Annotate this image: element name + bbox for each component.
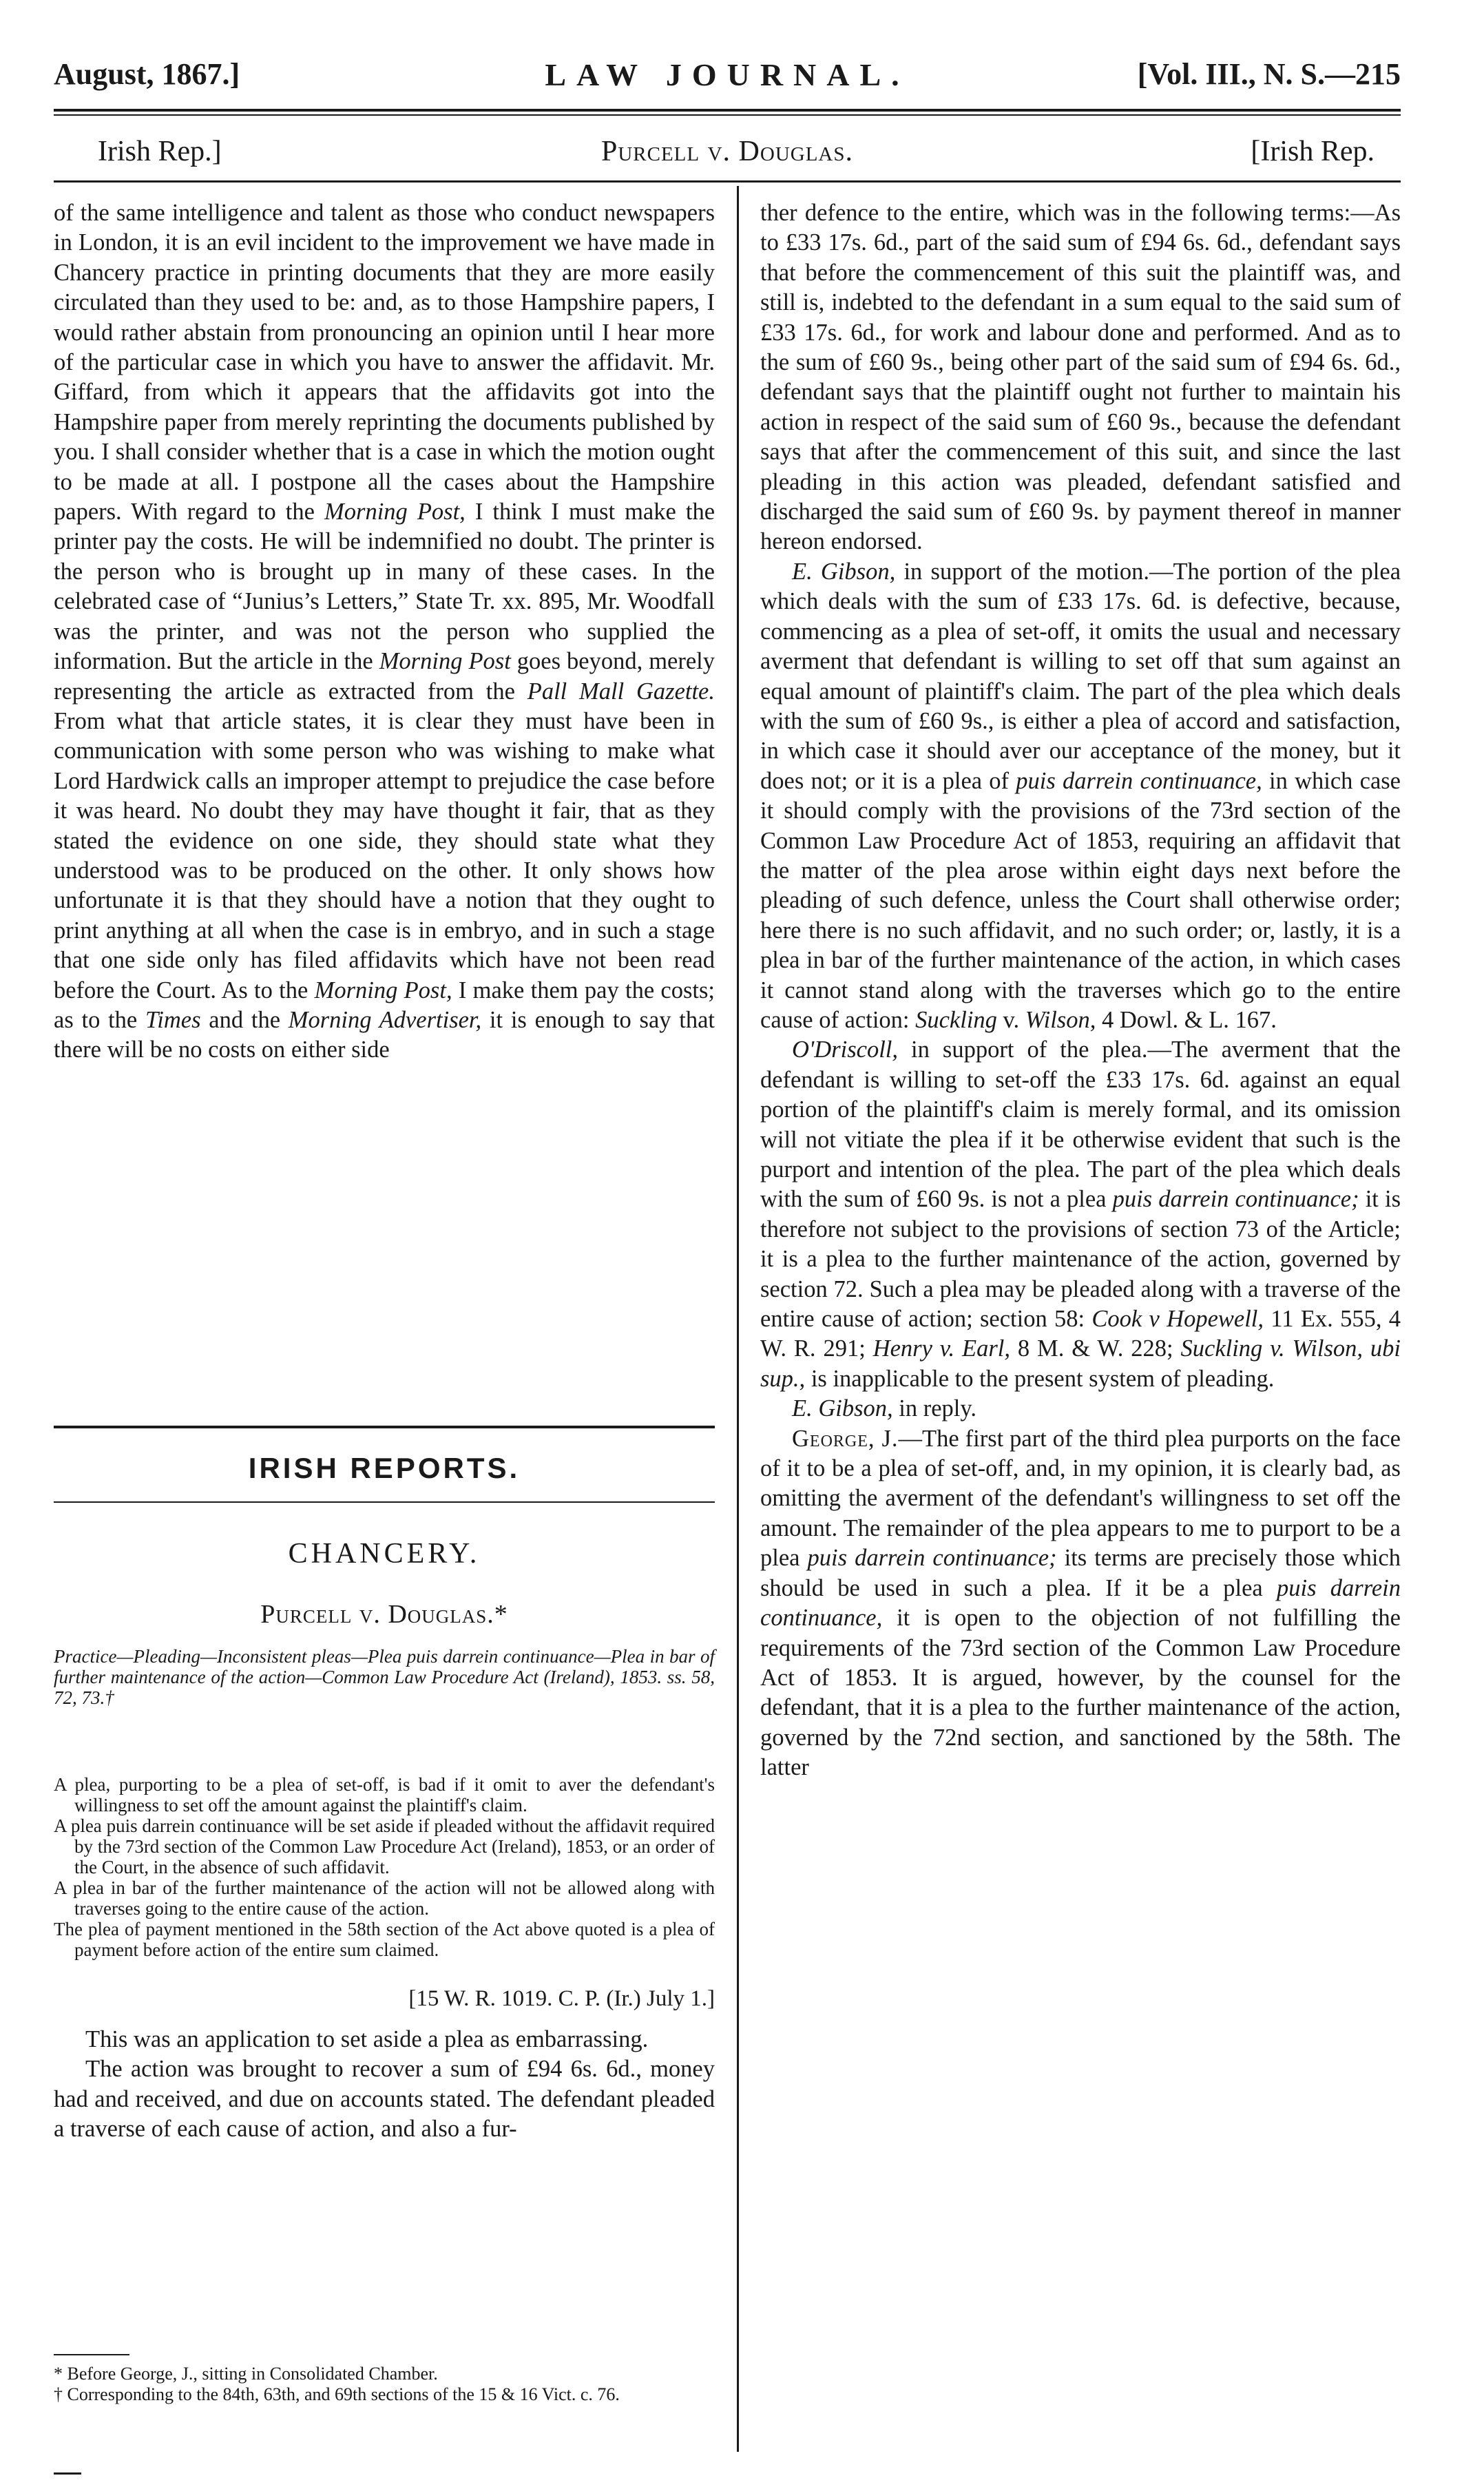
case-title: Purcell v. Douglas.* <box>260 1600 508 1629</box>
argument-gibson: E. Gibson, in support of the motion.—The portion of the plea which deals with the sum of £33 17s. 6d. is defective, because, commencing as a plea of set-off, it omits the usual and necessary averment that defendant is willing to set off that sum against an equal amount of plaintiff's claim. The part of the plea which deals with the sum of £60 9s., is either a plea of accord and satisfaction, in which case it should aver our acceptance of the money, but it does not; or it is a plea of puis darrein continuance, in which case it should comply with the provisions of the 73rd section of the Common Law Procedure Act of 1853, requiring an affidavit that the matter of the plea arose within eight days next before the pleading of such defence, unless the Court shall otherwise order; here there is no such affidavit, and no such order; or, lastly, it is a plea in bar of the further maintenance of the action, in which cases it cannot stand along with the traverses which go to the entire cause of action: Suckling v. Wilson, 4 Dowl. & L. 167. <box>760 558 1401 1033</box>
reply: E. Gibson, in reply. <box>792 1395 976 1422</box>
report-citation: [15 W. R. 1019. C. P. (Ir.) July 1.] <box>408 1986 715 2011</box>
headnote: A plea in bar of the further maintenance of the action will not be allowed along with traverses going to the entire cause of the action. <box>54 1877 715 1919</box>
headnote: The plea of payment mentioned in the 58th section of the Act above quoted is a plea of payment before action of the entire sum claimed. <box>54 1919 715 1960</box>
section-rule <box>54 1426 715 1428</box>
section-rule-lower <box>54 1501 715 1503</box>
court-heading: CHANCERY. <box>288 1538 481 1570</box>
case-header <box>54 135 1401 176</box>
page-corner-mark <box>54 2472 81 2475</box>
footnote: * Before George, J., sitting in Consolidated Chamber. <box>54 2364 438 2384</box>
footnotes <box>54 2364 715 2405</box>
headnotes <box>54 1774 715 1960</box>
header-rule <box>54 109 1401 112</box>
journal-title: LAW JOURNAL. <box>545 57 910 92</box>
section-title: IRISH REPORTS. <box>248 1452 521 1484</box>
judgment-continuation: of the same intelligence and talent as those who conduct newspapers in London, it is an evil incident to the improvement we have made in Chancery practice in printing documents that they are more easily circulated than they used to be: and, as to those Hampshire papers, I would rather abstain from pronouncing an opinion until I hear more of the particular case in which you have to answer the affidavit. Mr. Giffard, from which it appears that the affidavits got into the Hampshire paper from merely reprinting the documents published by you. I shall consider whether that is a case in which the motion ought to be made at all. I postpone all the cases about the Hampshire papers. With regard to the Morning Post, I think I must make the printer pay the costs. He will be indemnified no doubt. The printer is the person who is brought up in many of these cases. In the celebrated case of “Junius’s Letters,” State Tr. xx. 895, Mr. Woodfall was the printer, and was not the person who supplied the information. But the article in the Morning Post goes beyond, merely representing the article as extracted from the Pall Mall Gazette. From what that article states, it is clear they must have been in communication with some person who was wishing to make what Lord Hardwick calls an improper attempt to prejudice the case before it was heard. No doubt they may have thought it fair, that as they stated the evidence on one side, they should state what they understood was to be produced on the other. It only shows how unfortunate it is that they should have a notion that they ought to print anything at all when the case is in embryo, and in such a stage that one side only has filed affidavits which have not been read before the Court. As to the Morning Post, I make them pay the costs; as to the Times and the Morning Advertiser, it is enough to say that there will be no costs on either side <box>54 200 715 1063</box>
catchwords: Practice—Pleading—Inconsistent pleas—Plea puis darrein continuance—Plea in bar of further maintenance of the action—Common Law Procedure Act (Ireland), 1853. ss. 58, 72, 73.† <box>54 1646 715 1708</box>
header-volume: [Vol. III., N. S.—215 <box>1137 57 1401 91</box>
plea-terms: ther defence to the entire, which was in the following terms:—As to £33 17s. 6d., part of the said sum of £94 6s. 6d., defendant says that before the commencement of this suit the plaintiff was, and still is, indebted to the defendant in a sum equal to the said sum of £33 17s. 6d., for work and labour done and performed. And as to the sum of £60 9s., being other part of the said sum of £94 6s. 6d., defendant says that the plaintiff ought not further to maintain his action in respect of the said sum of £60 9s., because the defendant says that after the commencement of this suit, and since the last pleading in this action was pleaded, defendant satisfied and discharged the said sum of £60 9s. by payment thereof in manner hereon endorsed. <box>760 200 1401 555</box>
header-date: August, 1867.] <box>54 57 240 91</box>
running-header <box>54 56 1401 101</box>
headnote: A plea, purporting to be a plea of set-off, is bad if it omit to aver the defendant's willingness to set off the amount against the plaintiff's claim. <box>54 1774 715 1815</box>
headnote: A plea puis darrein continuance will be set aside if pleaded without the affidavit required by the 73rd section of the Common Law Procedure Act (Ireland), 1853, or an order of the Court, in the absence of such affidavit. <box>54 1815 715 1877</box>
column-divider <box>737 186 739 2452</box>
judgment-george: George, J.—The first part of the third plea purports on the face of it to be a plea of set-off, and, in my opinion, it is clearly bad, as omitting the averment of the defendant's willingness to set off the amount. The remainder of the plea appears to me to purport to be a plea puis darrein continuance; its terms are precisely those which should be used in such a plea. If it be a plea puis darrein continuance, it is open to the objection of not fulfilling the requirements of the 73rd section of the Common Law Procedure Act of 1853. It is argued, however, by the counsel for the defendant, that it is a plea to the further maintenance of the action, governed by the 72nd section, and sanctioned by the 58th. The latter <box>760 1425 1401 1781</box>
footnote-rule <box>54 2354 129 2355</box>
header-rule-thin <box>54 114 1401 116</box>
case-short-title: Purcell v. Douglas. <box>600 136 854 167</box>
footnote: † Corresponding to the 84th, 63th, and 69th sections of the 15 & 16 Vict. c. 76. <box>54 2384 620 2404</box>
report-series-right: [Irish Rep. <box>1251 136 1375 167</box>
right-column-text <box>760 198 1401 1783</box>
subheader-rule <box>54 180 1401 183</box>
left-column-text <box>54 198 715 1065</box>
report-series-left: Irish Rep.] <box>98 136 222 167</box>
argument-odriscoll: O'Driscoll, in support of the plea.—The averment that the defendant is willing to set-off the £33 17s. 6d. against an equal portion of the plaintiff's claim is merely formal, and its omission will not vitiate the plea if it be otherwise evident that such is the purport and intention of the plea. The part of the plea which deals with the sum of £60 9s. is not a plea puis darrein continuance; it is therefore not subject to the provisions of section 73 of the Article; it is a plea to the further maintenance of the action, governed by section 72. Such a plea may be pleaded along with a traverse of the entire cause of action; section 58: Cook v Hopewell, 11 Ex. 555, 4 W. R. 291; Henry v. Earl, 8 M. & W. 228; Suckling v. Wilson, ubi sup., is inapplicable to the present system of pleading. <box>760 1037 1401 1392</box>
case-statement: This was an application to set aside a plea as embarrassing. The action was brought to recover a sum of £94 6s. 6d., money had and received, and due on accounts stated. The defendant pleaded a traverse of each cause of action, and also a fur- <box>54 2026 715 2143</box>
